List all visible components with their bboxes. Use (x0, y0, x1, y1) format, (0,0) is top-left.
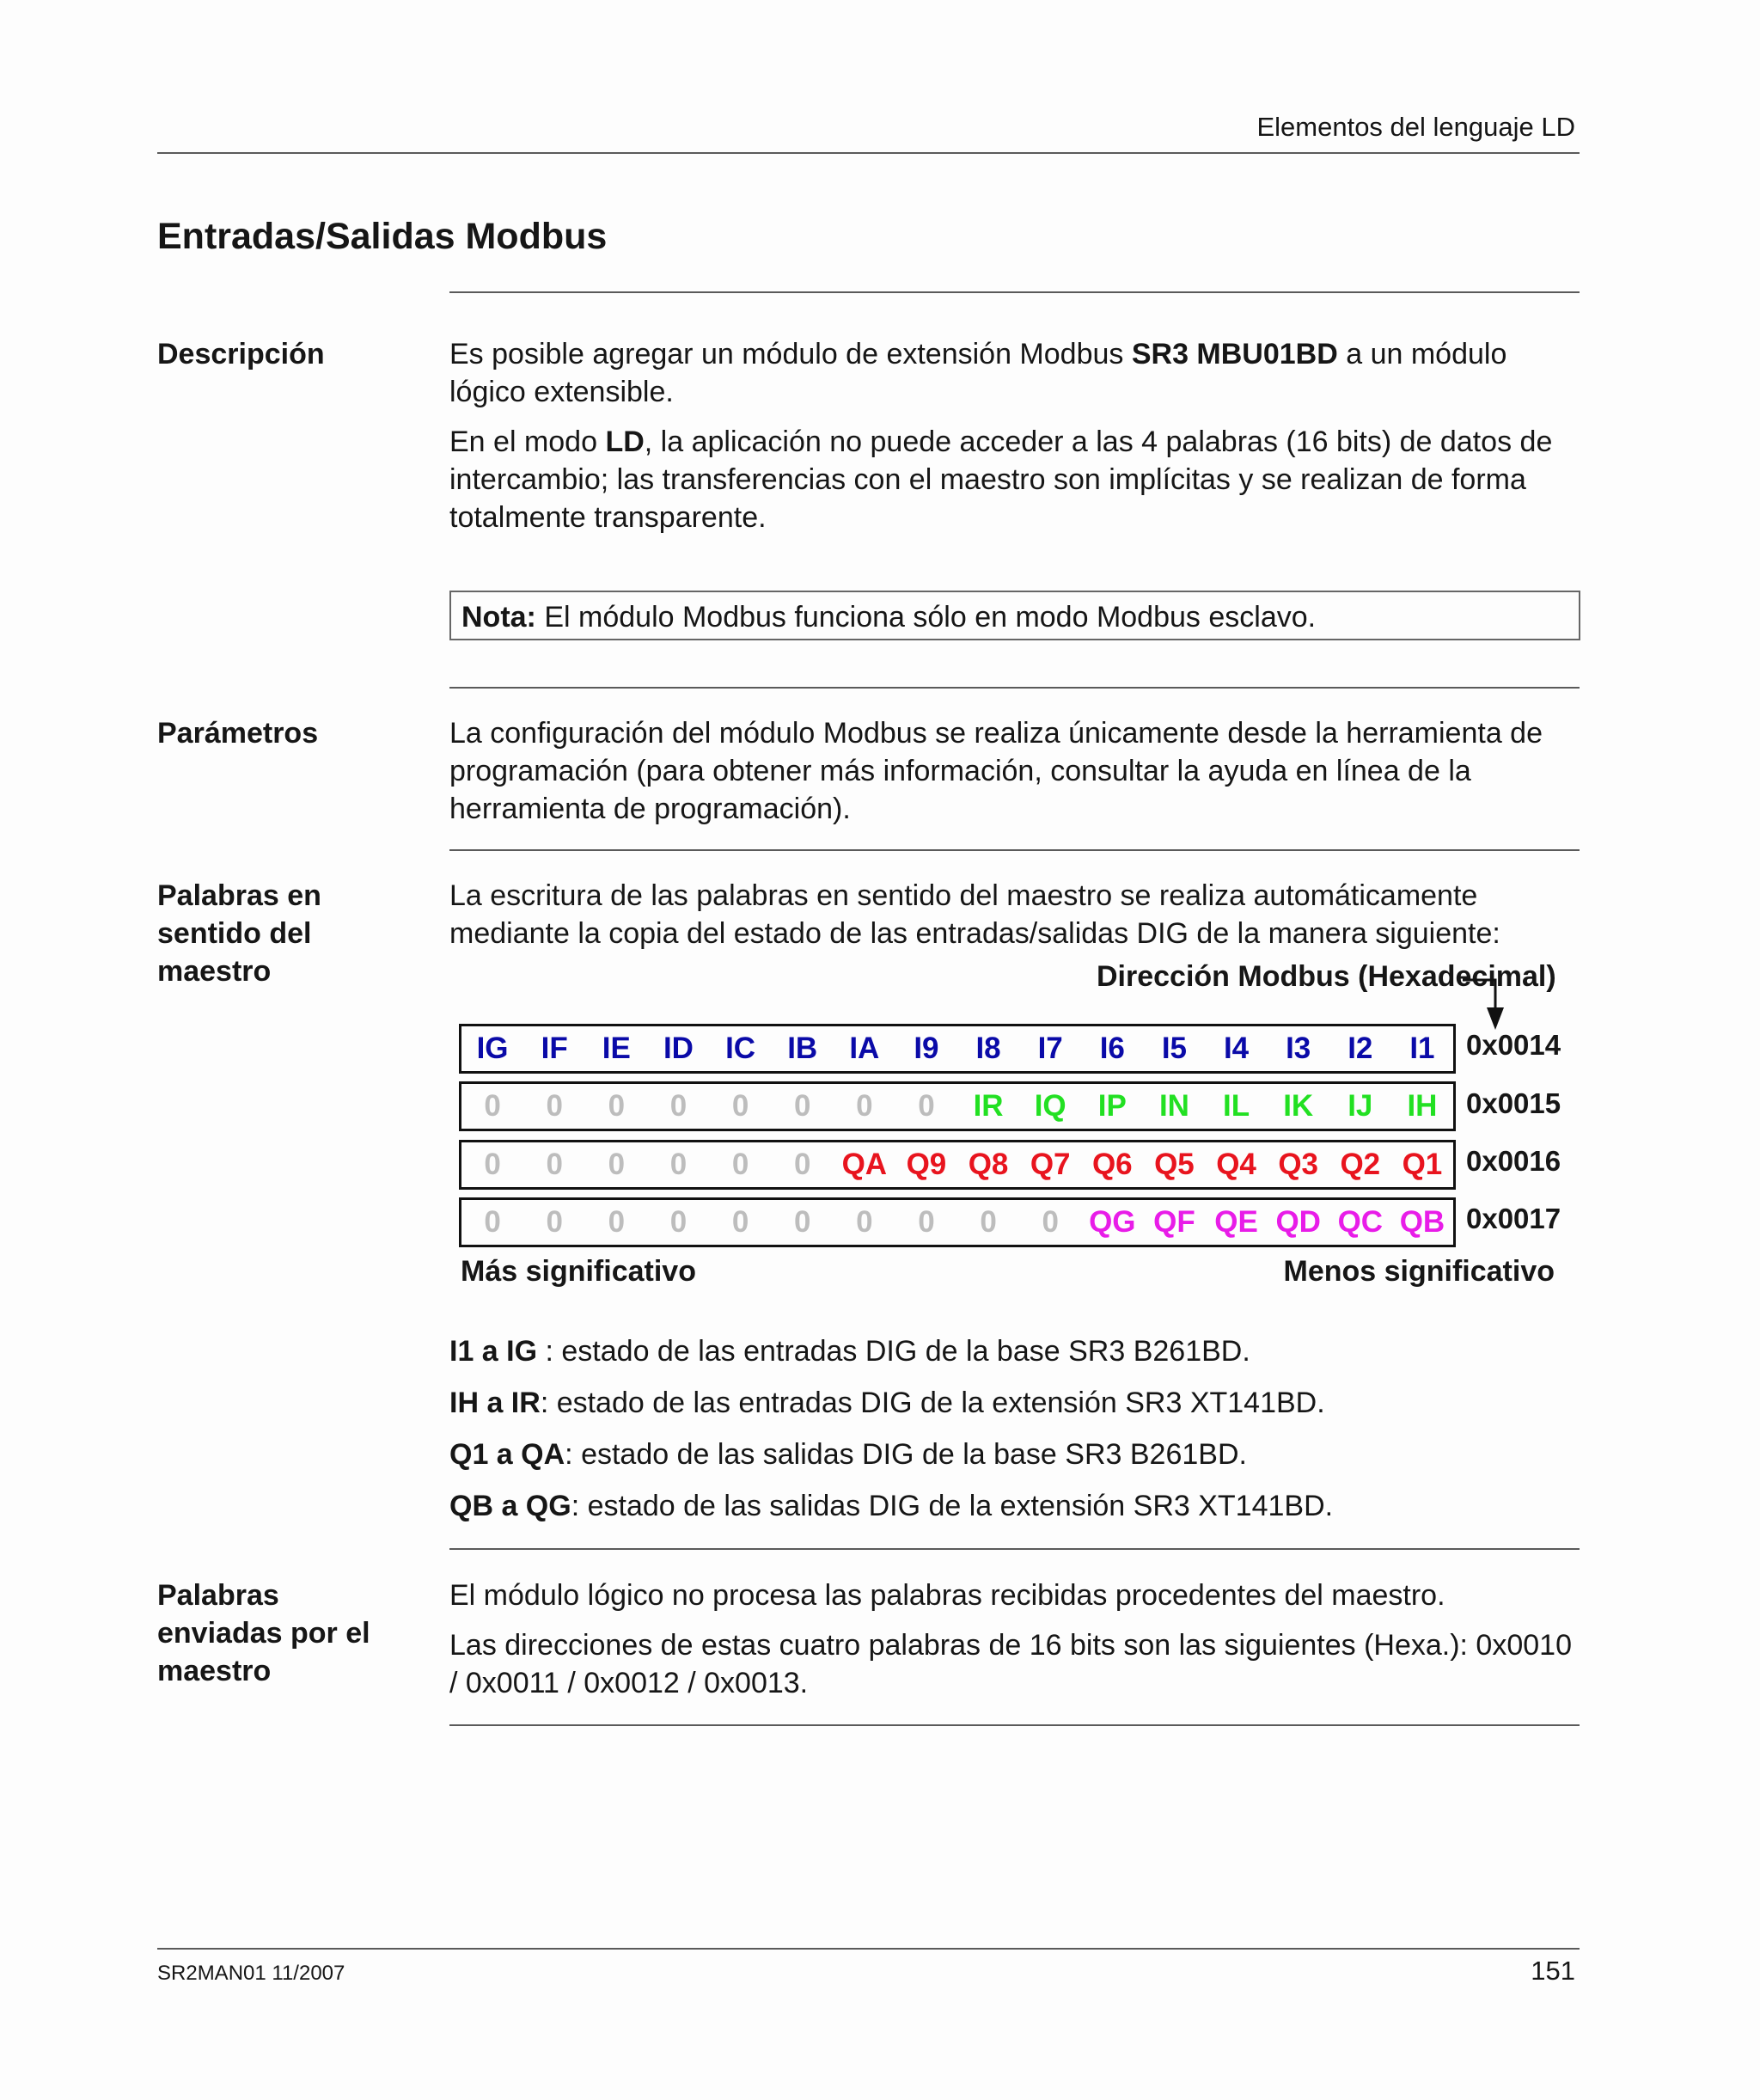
bit-cell: 0 (1042, 1205, 1059, 1239)
footer-rule (157, 1948, 1580, 1950)
bit-cell: 0 (856, 1089, 873, 1123)
bit-cell: 0 (669, 1089, 688, 1123)
bit-cell: 0 (546, 1089, 563, 1123)
bit-cell: IA (849, 1032, 880, 1065)
bit-cell: 0 (980, 1205, 997, 1239)
note-label: Nota: (461, 601, 536, 634)
address-label: 0x0016 (1466, 1145, 1561, 1177)
bit-cell: Q2 (1340, 1148, 1381, 1181)
bit-cell: 0 (918, 1205, 935, 1239)
bit-row-0x0016 (459, 1140, 1456, 1190)
parametros-text: La configuración del módulo Modbus se realiza únicamente desde la herramienta de programación (para obtener más información, consultar la ayuda en línea de la herramienta de programación). (449, 717, 1543, 825)
bit-cell: QD (1275, 1205, 1321, 1239)
bit-cell: IK (1283, 1089, 1314, 1123)
palabras-enviadas-text (449, 1577, 1584, 1714)
bit-cell: Q1 (1402, 1148, 1443, 1181)
legend-item: Q1 a QA: estado de las salidas DIG de la base SR3 B261BD. (449, 1438, 1247, 1471)
section-label-descripcion: Descripción (157, 338, 325, 370)
bit-cell: QF (1153, 1205, 1195, 1239)
note-text: El módulo Modbus funciona sólo en modo Modbus esclavo. (535, 601, 1317, 634)
bit-cell: 0 (856, 1205, 873, 1239)
bit-cell: QE (1214, 1205, 1258, 1239)
bit-cell: 0 (669, 1205, 688, 1239)
bit-cell: IF (541, 1032, 568, 1065)
bit-cell: 0 (918, 1089, 935, 1123)
bit-cell: 0 (793, 1205, 811, 1239)
address-label: 0x0014 (1466, 1029, 1561, 1061)
bit-cell: IQ (1034, 1089, 1066, 1123)
page-title: Entradas/Salidas Modbus (157, 216, 608, 257)
section-rule (449, 291, 1580, 293)
bit-cell: I7 (1037, 1032, 1063, 1065)
palabras-enviadas-paragraph-1: El módulo lógico no procesa las palabras recibidas procedentes del maestro. (449, 1579, 1445, 1612)
bit-cell: IJ (1348, 1089, 1373, 1123)
bit-cell: IE (602, 1032, 631, 1065)
section-rule (449, 1548, 1580, 1550)
note-box (449, 591, 1580, 640)
bit-cell: IH (1407, 1089, 1438, 1123)
footer-doc-ref: SR2MAN01 11/2007 (157, 1962, 345, 1985)
bit-row-0x0015 (459, 1081, 1456, 1131)
msb-label: Más significativo (461, 1255, 696, 1288)
bit-cell: IB (787, 1032, 818, 1065)
bit-cell: IL (1223, 1089, 1250, 1123)
page-number: 151 (1531, 1956, 1575, 1986)
bit-cell: 0 (731, 1205, 749, 1239)
bit-cell: 0 (793, 1089, 811, 1123)
bit-row-0x0014 (459, 1024, 1456, 1074)
bit-cell: 0 (669, 1148, 688, 1181)
bit-cell: IN (1158, 1089, 1189, 1123)
bit-cell: I2 (1348, 1032, 1373, 1065)
diagram-title: Dirección Modbus (Hexadecimal) (1097, 960, 1556, 993)
bit-cell: I5 (1161, 1032, 1188, 1065)
descripcion-paragraph-2: En el modo LD, la aplicación no puede acceder a las 4 palabras (16 bits) de datos de intercambio; las transferencias con el maestro son implícitas y se realizan de forma totalmente transparente. (449, 426, 1553, 534)
palabras-sentido-text: La escritura de las palabras en sentido del maestro se realiza automáticamente mediante la copia del estado de las entradas/salidas DIG de la manera siguiente: (449, 879, 1500, 950)
bit-cell: QB (1399, 1205, 1445, 1239)
descripcion-text (449, 335, 1584, 548)
bit-cell: 0 (731, 1148, 749, 1181)
running-header: Elementos del lenguaje LD (1256, 112, 1575, 142)
bit-cell: 0 (484, 1089, 501, 1123)
arrow-down-icon (1461, 977, 1504, 1037)
bit-cell: IC (725, 1032, 756, 1065)
bit-cell: 0 (484, 1148, 501, 1181)
section-label-palabras-sentido: Palabras en sentido del maestro (157, 879, 321, 988)
bit-cell: 0 (484, 1205, 501, 1239)
bit-cell: I9 (914, 1032, 939, 1065)
bit-cell: Q9 (906, 1148, 947, 1181)
legend-item: I1 a IG : estado de las entradas DIG de la base SR3 B261BD. (449, 1335, 1250, 1368)
bit-cell: IG (476, 1032, 509, 1065)
bit-cell: Q6 (1091, 1148, 1133, 1181)
descripcion-paragraph-1: Es posible agregar un módulo de extensión Modbus SR3 MBU01BD a un módulo lógico extensible. (449, 338, 1507, 408)
bit-cell: I1 (1409, 1032, 1435, 1065)
bit-cell: I3 (1286, 1032, 1311, 1065)
bit-cell: 0 (546, 1205, 563, 1239)
bit-cell: 0 (731, 1089, 749, 1123)
bit-cell: Q8 (968, 1148, 1009, 1181)
section-rule (449, 1724, 1580, 1726)
legend-item: QB a QG: estado de las salidas DIG de la extensión SR3 XT141BD. (449, 1490, 1334, 1522)
bit-cell: I6 (1099, 1032, 1125, 1065)
bit-cell: IR (973, 1089, 1004, 1123)
lsb-label: Menos significativo (1283, 1255, 1555, 1288)
bit-cell: 0 (793, 1148, 811, 1181)
bit-row-0x0017 (459, 1197, 1456, 1247)
bit-cell: Q7 (1030, 1148, 1071, 1181)
bit-cell: I8 (975, 1032, 1001, 1065)
bit-cell: 0 (546, 1148, 563, 1181)
bit-cell: I4 (1223, 1032, 1250, 1065)
bit-cell: Q4 (1216, 1148, 1256, 1181)
palabras-enviadas-paragraph-2: Las direcciones de estas cuatro palabras de 16 bits son las siguientes (Hexa.): 0x0010 / 0x0011 / 0x0012 / 0x0013. (449, 1629, 1572, 1699)
legend-item: IH a IR: estado de las entradas DIG de la extensión SR3 XT141BD. (449, 1387, 1325, 1419)
address-label: 0x0017 (1466, 1203, 1561, 1234)
bit-cell: 0 (608, 1205, 626, 1239)
bit-cell: IP (1097, 1089, 1127, 1123)
address-label: 0x0015 (1466, 1087, 1561, 1119)
section-label-parametros: Parámetros (157, 717, 319, 750)
section-rule (449, 849, 1580, 851)
bit-cell: Q3 (1278, 1148, 1319, 1181)
header-rule (157, 152, 1580, 154)
bit-cell: QC (1337, 1205, 1384, 1239)
section-label-palabras-enviadas: Palabras enviadas por el maestro (157, 1579, 370, 1687)
bit-cell: Q5 (1154, 1148, 1195, 1181)
section-rule (449, 687, 1580, 689)
bit-cell: ID (663, 1032, 694, 1065)
bit-cell: 0 (608, 1148, 626, 1181)
bit-cell: 0 (608, 1089, 626, 1123)
bit-cell: QA (841, 1148, 888, 1181)
bit-cell: QG (1089, 1205, 1136, 1239)
